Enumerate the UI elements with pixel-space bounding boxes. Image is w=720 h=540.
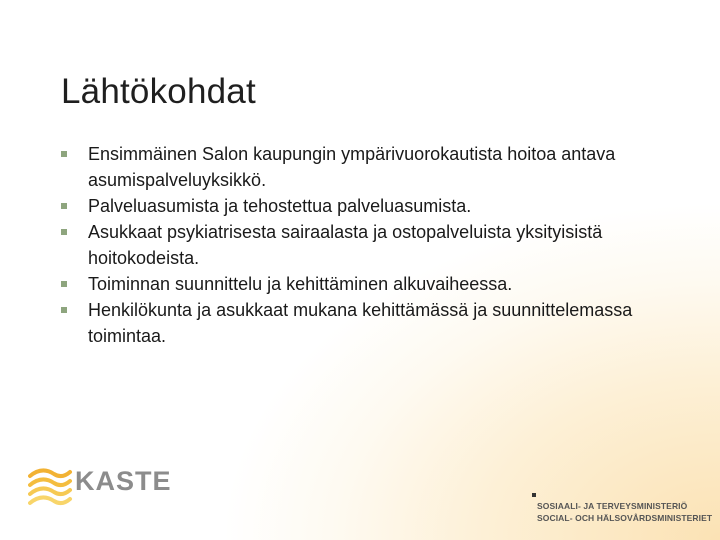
bullet-text: Henkilökunta ja asukkaat mukana kehittämässä ja suunnittelemassa toimintaa. <box>88 300 633 346</box>
bullet-text: Ensimmäinen Salon kaupungin ympärivuorokautista hoitoa antava asumispalveluyksikkö. <box>88 144 616 190</box>
ministry-name-finnish: SOSIAALI- JA TERVEYSMINISTERIÖ <box>537 501 688 511</box>
bullet-text: Palveluasumista ja tehostettua palveluasumista. <box>88 196 472 216</box>
bullet-item <box>61 141 681 193</box>
ministry-logo-mark <box>532 493 536 497</box>
kaste-logo-text: KASTE <box>75 466 172 496</box>
square-bullet-icon <box>61 307 67 313</box>
bullet-text: Asukkaat psykiatrisesta sairaalasta ja ostopalveluista yksityisistä hoitokodeista. <box>88 222 603 268</box>
bullet-item <box>61 297 681 349</box>
bullet-item <box>61 219 681 271</box>
bullet-list <box>61 141 681 349</box>
ministry-logo <box>537 500 712 524</box>
bullet-item <box>61 193 681 219</box>
bullet-text: Toiminnan suunnittelu ja kehittäminen alkuvaiheessa. <box>88 274 513 294</box>
square-bullet-icon <box>61 281 67 287</box>
square-bullet-icon <box>61 203 67 209</box>
square-bullet-icon <box>61 151 67 157</box>
bullet-item <box>61 271 681 297</box>
slide-title: Lähtökohdat <box>61 72 256 111</box>
square-bullet-icon <box>61 229 67 235</box>
ministry-name-swedish: SOCIAL- OCH HÄLSOVÅRDSMINISTERIET <box>537 513 713 523</box>
